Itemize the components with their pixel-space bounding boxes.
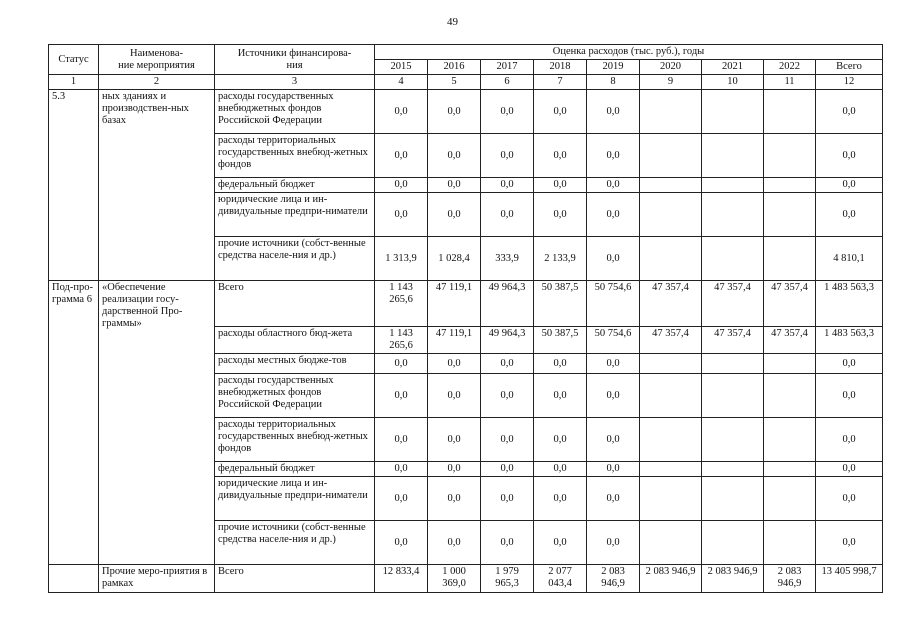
header-name-line2: ние мероприятия [118,59,195,71]
funding-source-cell: расходы областного бюд-жета [215,327,375,354]
column-index-row [49,75,883,90]
value-cell: 47 357,4 [764,281,816,327]
value-cell: 1 483 563,3 [816,281,883,327]
value-cell: 0,0 [816,521,883,565]
value-cell [764,521,816,565]
value-cell: 0,0 [816,462,883,477]
value-cell: 0,0 [481,193,534,237]
value-cell: 0,0 [816,178,883,193]
value-cell: 0,0 [534,90,587,134]
value-cell: 47 119,1 [428,327,481,354]
value-cell [764,178,816,193]
value-cell: 0,0 [534,193,587,237]
value-cell: 0,0 [428,193,481,237]
value-cell [702,354,764,374]
header-year: Всего [816,60,883,75]
value-cell: 0,0 [375,193,428,237]
page-number: 49 [447,16,458,28]
value-cell: 0,0 [481,477,534,521]
value-cell: 50 387,5 [534,281,587,327]
table-body [49,45,883,593]
status-cell [49,565,99,593]
value-cell [640,418,702,462]
value-cell: 47 357,4 [702,281,764,327]
value-cell: 0,0 [816,193,883,237]
value-cell [702,374,764,418]
value-cell: 0,0 [428,178,481,193]
value-cell: 0,0 [587,237,640,281]
value-cell [702,134,764,178]
value-cell: 0,0 [481,178,534,193]
value-cell: 0,0 [816,354,883,374]
value-cell: 0,0 [481,134,534,178]
value-cell: 0,0 [375,178,428,193]
value-cell [702,521,764,565]
column-index: 11 [764,75,816,90]
value-cell [640,178,702,193]
value-cell: 0,0 [587,418,640,462]
funding-source-cell: федеральный бюджет [215,178,375,193]
funding-source-cell: расходы местных бюдже-тов [215,354,375,374]
value-cell: 49 964,3 [481,281,534,327]
value-cell [640,354,702,374]
value-cell [764,418,816,462]
value-cell: 47 357,4 [764,327,816,354]
value-cell: 2 083 946,9 [640,565,702,593]
value-cell: 0,0 [375,90,428,134]
value-cell: 2 077 043,4 [534,565,587,593]
funding-source-cell: юридические лица и ин-дивидуальные предпри-ниматели [215,477,375,521]
value-cell [640,462,702,477]
value-cell: 1 143 265,6 [375,281,428,327]
value-cell: 0,0 [428,354,481,374]
value-cell [764,237,816,281]
table-row [49,565,883,593]
value-cell: 0,0 [534,178,587,193]
value-cell: 12 833,4 [375,565,428,593]
value-cell: 0,0 [428,477,481,521]
value-cell: 2 133,9 [534,237,587,281]
value-cell: 0,0 [375,374,428,418]
value-cell: 0,0 [375,462,428,477]
activity-name-cell: ных зданиях и производствен-ных базах [99,90,215,281]
value-cell [764,193,816,237]
value-cell [640,374,702,418]
value-cell [640,134,702,178]
budget-table [48,44,883,593]
value-cell [702,90,764,134]
funding-source-cell: Всего [215,565,375,593]
column-index: 2 [99,75,215,90]
header-year: 2022 [764,60,816,75]
value-cell: 0,0 [428,134,481,178]
value-cell: 0,0 [428,418,481,462]
value-cell [764,462,816,477]
funding-source-cell: расходы государственных внебюджетных фондов Российской Федерации [215,374,375,418]
column-index: 9 [640,75,702,90]
activity-name-cell: «Обеспечение реализации госу-дарственной Про-граммы» [99,281,215,565]
header-status: Статус [49,45,99,75]
activity-name-cell: Прочие меро-приятия в рамках [99,565,215,593]
value-cell: 2 083 946,9 [702,565,764,593]
value-cell: 0,0 [375,134,428,178]
value-cell: 0,0 [481,521,534,565]
column-index: 12 [816,75,883,90]
value-cell: 0,0 [428,462,481,477]
value-cell: 0,0 [816,374,883,418]
column-index: 10 [702,75,764,90]
value-cell: 0,0 [816,418,883,462]
column-index: 3 [215,75,375,90]
value-cell [764,354,816,374]
value-cell [764,374,816,418]
header-source-line1: Источники финансирова- [237,47,352,59]
header-source [215,45,375,75]
funding-source-cell: федеральный бюджет [215,462,375,477]
header-year: 2020 [640,60,702,75]
header-name [99,45,215,75]
column-index: 6 [481,75,534,90]
funding-source-cell: расходы территориальных государственных внебюд-жетных фондов [215,418,375,462]
value-cell: 2 083 946,9 [587,565,640,593]
funding-source-cell: прочие источники (собст-венные средства населе-ния и др.) [215,521,375,565]
value-cell [640,521,702,565]
value-cell [702,237,764,281]
value-cell: 1 000 369,0 [428,565,481,593]
header-name-line1: Наименова- [129,47,183,59]
value-cell [702,462,764,477]
value-cell: 47 357,4 [702,327,764,354]
value-cell: 0,0 [481,354,534,374]
value-cell [764,134,816,178]
value-cell: 1 143 265,6 [375,327,428,354]
column-index: 7 [534,75,587,90]
header-year: 2019 [587,60,640,75]
value-cell: 0,0 [587,90,640,134]
value-cell: 0,0 [481,374,534,418]
header-year: 2015 [375,60,428,75]
value-cell: 0,0 [587,462,640,477]
value-cell: 47 357,4 [640,281,702,327]
value-cell [640,193,702,237]
value-cell: 50 754,6 [587,327,640,354]
column-index: 4 [375,75,428,90]
value-cell: 0,0 [534,477,587,521]
header-year: 2018 [534,60,587,75]
value-cell: 0,0 [534,462,587,477]
column-index: 1 [49,75,99,90]
value-cell: 0,0 [587,477,640,521]
value-cell: 0,0 [534,354,587,374]
value-cell: 1 028,4 [428,237,481,281]
value-cell: 0,0 [534,374,587,418]
funding-source-cell: прочие источники (собст-венные средства населе-ния и др.) [215,237,375,281]
value-cell: 13 405 998,7 [816,565,883,593]
column-index: 5 [428,75,481,90]
value-cell [764,90,816,134]
value-cell: 50 387,5 [534,327,587,354]
value-cell: 0,0 [481,418,534,462]
value-cell: 0,0 [375,418,428,462]
column-index: 8 [587,75,640,90]
value-cell [640,90,702,134]
value-cell: 47 119,1 [428,281,481,327]
header-row-1 [49,45,883,60]
value-cell: 0,0 [587,178,640,193]
value-cell: 0,0 [375,477,428,521]
value-cell: 0,0 [587,193,640,237]
header-source-line2: ния [286,59,303,71]
value-cell: 0,0 [587,521,640,565]
value-cell: 2 083 946,9 [764,565,816,593]
funding-source-cell: расходы территориальных государственных внебюд-жетных фондов [215,134,375,178]
value-cell: 0,0 [534,521,587,565]
value-cell: 1 979 965,3 [481,565,534,593]
value-cell [764,477,816,521]
value-cell: 0,0 [816,90,883,134]
value-cell: 0,0 [534,134,587,178]
value-cell: 1 483 563,3 [816,327,883,354]
value-cell [702,178,764,193]
status-cell: Под-про-грамма 6 [49,281,99,565]
value-cell: 0,0 [816,134,883,178]
value-cell: 333,9 [481,237,534,281]
header-year: 2017 [481,60,534,75]
value-cell: 0,0 [534,418,587,462]
value-cell: 0,0 [428,521,481,565]
value-cell: 4 810,1 [816,237,883,281]
value-cell [702,477,764,521]
table-row [49,281,883,327]
value-cell: 1 313,9 [375,237,428,281]
value-cell: 50 754,6 [587,281,640,327]
value-cell [640,237,702,281]
funding-source-cell: расходы государственных внебюджетных фондов Российской Федерации [215,90,375,134]
header-estimate: Оценка расходов (тыс. руб.), годы [375,45,883,60]
value-cell: 0,0 [375,521,428,565]
funding-source-cell: юридические лица и ин-дивидуальные предпри-ниматели [215,193,375,237]
value-cell: 0,0 [587,354,640,374]
value-cell [640,477,702,521]
value-cell [702,418,764,462]
value-cell: 0,0 [428,374,481,418]
value-cell [702,193,764,237]
header-year: 2021 [702,60,764,75]
value-cell: 0,0 [816,477,883,521]
table-row [49,90,883,134]
value-cell: 0,0 [587,374,640,418]
value-cell: 47 357,4 [640,327,702,354]
header-year: 2016 [428,60,481,75]
funding-source-cell: Всего [215,281,375,327]
value-cell: 0,0 [375,354,428,374]
value-cell: 49 964,3 [481,327,534,354]
value-cell: 0,0 [428,90,481,134]
value-cell: 0,0 [481,462,534,477]
status-cell: 5.3 [49,90,99,281]
value-cell: 0,0 [481,90,534,134]
value-cell: 0,0 [587,134,640,178]
